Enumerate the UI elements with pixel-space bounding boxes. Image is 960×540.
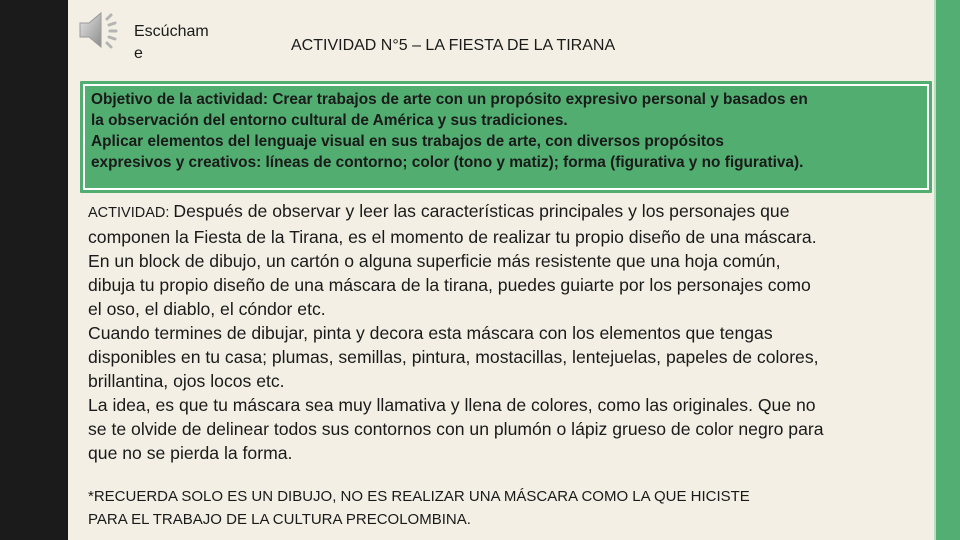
activity-line: Cuando termines de dibujar, pinta y decora esta máscara con los elementos que tengas	[88, 323, 773, 343]
activity-line: disponibles en tu casa; plumas, semillas, pintura, mostacillas, lentejuelas, papeles de colores,	[88, 347, 819, 367]
objective-line: Objetivo de la actividad: Crear trabajos de arte con un propósito expresivo personal y basados en	[91, 91, 808, 108]
activity-prefix: ACTIVIDAD:	[88, 205, 174, 221]
note-line: PARA EL TRABAJO DE LA CULTURA PRECOLOMBINA.	[88, 511, 471, 528]
activity-line: el oso, el diablo, el cóndor etc.	[88, 299, 326, 319]
activity-first-line: Después de observar y leer las características principales y los personajes que	[173, 201, 790, 221]
activity-line: dibuja tu propio diseño de una máscara de la tirana, puedes guiarte por los personajes como	[88, 275, 811, 295]
activity-line: brillantina, ojos locos etc.	[88, 371, 285, 391]
activity-line: se te olvide de delinear todos sus contornos con un plumón o lápiz grueso de color negro para	[88, 419, 824, 439]
objective-line: Aplicar elementos del lenguaje visual en sus trabajos de arte, con diversos propósitos	[91, 133, 724, 150]
objective-line: expresivos y creativos: líneas de contorno; color (tono y matiz); forma (figurativa y no figurativa).	[91, 154, 804, 171]
right-decorative-band	[936, 0, 960, 540]
activity-line: La idea, es que tu máscara sea muy llamativa y llena de colores, como las originales. Que no	[88, 395, 816, 415]
page-title: ACTIVIDAD N°5 – LA FIESTA DE LA TIRANA	[291, 37, 616, 54]
activity-text	[88, 199, 933, 465]
reminder-note	[88, 485, 908, 531]
objective-content	[83, 84, 929, 190]
activity-line: que no se pierda la forma.	[88, 443, 293, 463]
activity-line	[88, 199, 933, 225]
activity-line: En un block de dibujo, un cartón o alguna superficie más resistente que una hoja común,	[88, 251, 781, 271]
audio-label: Escúcham e	[134, 23, 209, 62]
note-line: *RECUERDA SOLO ES UN DIBUJO, NO ES REALIZAR UNA MÁSCARA COMO LA QUE HICISTE	[88, 488, 750, 505]
speaker-icon[interactable]	[74, 8, 126, 52]
objective-box	[80, 81, 932, 193]
left-decorative-band	[0, 0, 68, 540]
activity-line: componen la Fiesta de la Tirana, es el momento de realizar tu propio diseño de una máscara.	[88, 227, 817, 247]
objective-line: la observación del entorno cultural de América y sus tradiciones.	[91, 112, 568, 129]
